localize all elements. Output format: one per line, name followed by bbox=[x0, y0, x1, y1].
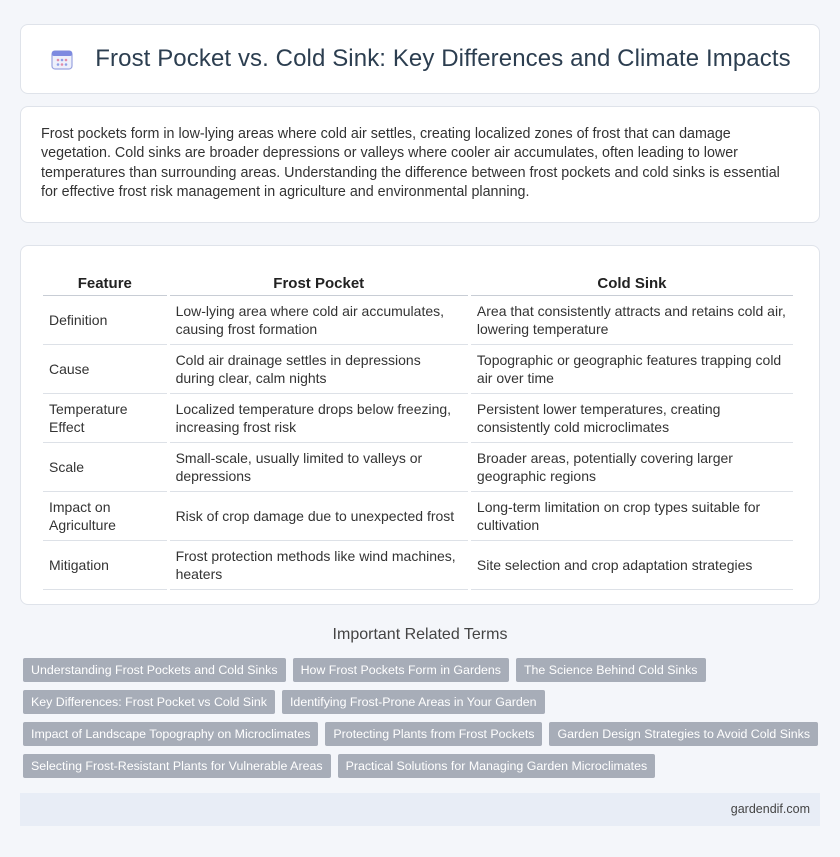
tag-row bbox=[23, 722, 823, 748]
page-title: Frost Pocket vs. Cold Sink: Key Differences and Climate Impacts bbox=[95, 45, 791, 72]
footer-site-link[interactable]: gardendif.com bbox=[730, 802, 810, 816]
table-row bbox=[43, 492, 793, 541]
intro-text: Frost pockets form in low-lying areas where cold air settles, creating localized zones of frost that can damage vegetation. Cold sinks are broader depressions or valleys where cooler air accumulates, often leading to lower temperatures than surrounding areas. Understanding the difference between frost pockets and cold sinks is essential for effective frost risk management in agriculture and environmental planning. bbox=[41, 126, 780, 201]
related-terms-list bbox=[23, 658, 823, 786]
row-frost-pocket: Risk of crop damage due to unexpected frost bbox=[170, 492, 468, 541]
table-row bbox=[43, 541, 793, 590]
row-cold-sink: Long-term limitation on crop types suitable for cultivation bbox=[471, 492, 793, 541]
comparison-table bbox=[40, 266, 796, 590]
table-header-row bbox=[43, 266, 793, 296]
page-header bbox=[20, 24, 820, 94]
header-frost-pocket: Frost Pocket bbox=[170, 266, 468, 296]
tag-row bbox=[23, 658, 823, 684]
related-term-link[interactable]: Impact of Landscape Topography on Microclimates bbox=[23, 722, 318, 746]
table-row bbox=[43, 394, 793, 443]
related-term-link[interactable]: Garden Design Strategies to Avoid Cold Sinks bbox=[549, 722, 818, 746]
related-term-link[interactable]: Protecting Plants from Frost Pockets bbox=[325, 722, 542, 746]
row-cold-sink: Persistent lower temperatures, creating consistently cold microclimates bbox=[471, 394, 793, 443]
related-term-link[interactable]: Identifying Frost-Prone Areas in Your Garden bbox=[282, 690, 545, 714]
footer bbox=[20, 793, 820, 826]
header-feature: Feature bbox=[43, 266, 167, 296]
row-frost-pocket: Low-lying area where cold air accumulates, causing frost formation bbox=[170, 296, 468, 345]
table-row bbox=[43, 345, 793, 394]
row-cold-sink: Broader areas, potentially covering larger geographic regions bbox=[471, 443, 793, 492]
row-frost-pocket: Cold air drainage settles in depressions during clear, calm nights bbox=[170, 345, 468, 394]
related-term-link[interactable]: How Frost Pockets Form in Gardens bbox=[293, 658, 509, 682]
related-term-link[interactable]: Practical Solutions for Managing Garden Microclimates bbox=[338, 754, 656, 778]
row-feature: Temperature Effect bbox=[43, 394, 167, 443]
related-term-link[interactable]: Key Differences: Frost Pocket vs Cold Sink bbox=[23, 690, 275, 714]
tag-row bbox=[23, 690, 823, 716]
row-feature: Definition bbox=[43, 296, 167, 345]
table-row bbox=[43, 296, 793, 345]
related-term-link[interactable]: Selecting Frost-Resistant Plants for Vulnerable Areas bbox=[23, 754, 331, 778]
row-feature: Impact on Agriculture bbox=[43, 492, 167, 541]
calendar-icon bbox=[49, 46, 75, 72]
table-row bbox=[43, 443, 793, 492]
row-cold-sink: Area that consistently attracts and retains cold air, lowering temperature bbox=[471, 296, 793, 345]
row-cold-sink: Topographic or geographic features trapping cold air over time bbox=[471, 345, 793, 394]
comparison-section bbox=[20, 245, 820, 605]
related-terms-title: Important Related Terms bbox=[332, 626, 508, 643]
row-cold-sink: Site selection and crop adaptation strategies bbox=[471, 541, 793, 590]
row-feature: Cause bbox=[43, 345, 167, 394]
related-term-link[interactable]: The Science Behind Cold Sinks bbox=[516, 658, 706, 682]
tag-row bbox=[23, 754, 823, 780]
row-frost-pocket: Frost protection methods like wind machines, heaters bbox=[170, 541, 468, 590]
intro-section bbox=[20, 106, 820, 223]
related-term-link[interactable]: Understanding Frost Pockets and Cold Sinks bbox=[23, 658, 286, 682]
row-feature: Mitigation bbox=[43, 541, 167, 590]
header-cold-sink: Cold Sink bbox=[471, 266, 793, 296]
row-frost-pocket: Localized temperature drops below freezing, increasing frost risk bbox=[170, 394, 468, 443]
row-feature: Scale bbox=[43, 443, 167, 492]
row-frost-pocket: Small-scale, usually limited to valleys or depressions bbox=[170, 443, 468, 492]
